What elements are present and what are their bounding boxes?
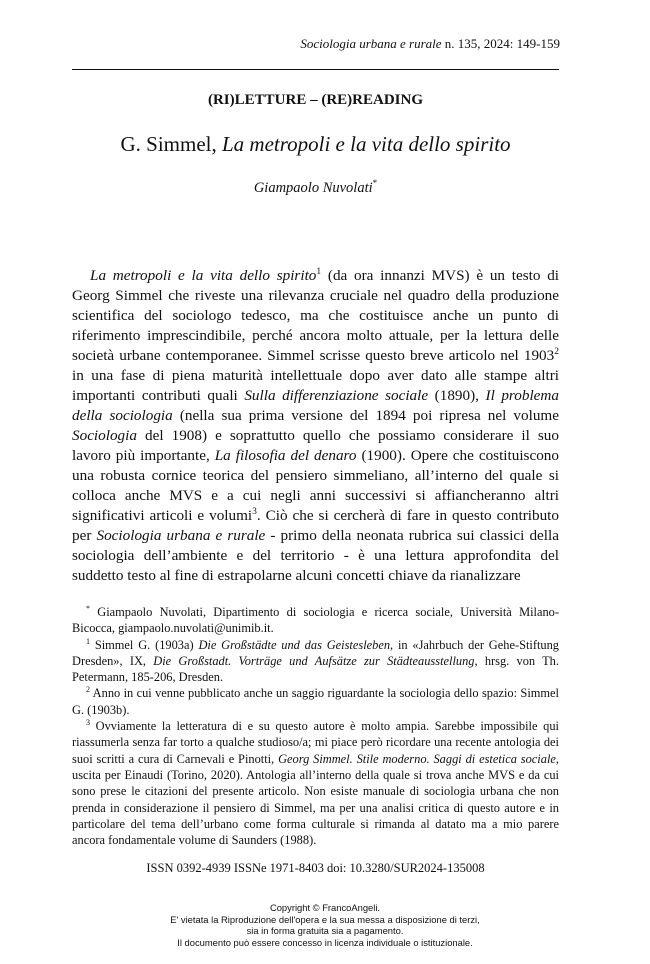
footnote-text: Simmel G. (1903a) [90,637,199,652]
running-head [300,36,560,52]
footnote-italic: Georg Simmel. Stile moderno. Saggi di estetica sociale [278,751,556,766]
body-text-segment: (1900). Opere che costituiscono una robusta cornice teorica del pensiero simmeliano, all’interno del quale si colloca anche MVS e a cui negli anni successivi si affiancheranno altri significativi articoli e volumi [72,447,559,524]
footnotes [72,604,559,848]
copyright-line: E' vietata la Riproduzione dell'opera e la sua messa a disposizione di terzi, [170,913,480,925]
author-footnote-mark: * [372,178,378,188]
footnote-mark: * [86,603,90,613]
body-italic-work: Sulla differenziazione sociale [244,387,429,404]
title-italic: La metropoli e la vita dello spirito [221,132,511,156]
issn-doi-line: ISSN 0392-4939 ISSNe 1971-8403 doi: 10.3280/SUR2024-135008 [146,861,485,875]
section-rubric: (RI)LETTURE – (RE)READING [207,92,424,108]
footnote-mark: 1 [86,636,90,646]
header-rule [72,69,559,70]
footnote-text: Anno in cui venne pubblicato anche un saggio riguardante la sociologia dello spazio: Simmel G. (1903b). [72,686,559,717]
footnote-author [72,604,559,637]
body-text-segment: (nella sua prima versione del 1894 poi ripresa nel volume [172,407,559,424]
body-text-segment: (da ora innanzi MVS) è un testo di Georg Simmel che riveste una rilevanza cruciale nel quadro della produzione scientifica del sociologo tedesco, ma che costituisce anche un punto di riferimento imprescindibile, perché ancora molto attuale, per la lettura delle società urbane contemporanee. Simmel scrisse questo breve articolo nel 1903 [72,267,560,364]
footnote-ref-1: 1 [316,266,322,277]
body-paragraph [72,266,559,586]
journal-name: Sociologia urbana e rurale [300,36,442,51]
body-italic-title: La metropoli e la vita dello spirito [90,267,317,284]
title-prefix: G. Simmel, [120,132,222,156]
footnote-italic: Die Großstadt. Vorträge und Aufsätze zur Städteausstellung [153,653,475,668]
body-italic-work: Il problema della sociologia [72,387,559,424]
body-italic-work: La filosofia del denaro [214,447,357,464]
body-text-segment: in una fase di piena maturità intellettuale dopo aver dato alle stampe altri importanti contributi quali [72,367,559,404]
author-line [72,178,559,197]
footnote-text: , hrsg. von Th. Petermann, 185-206, Dresden. [72,653,559,685]
footnote-text: , in «Jahrbuch der Gehe-Stiftung Dresden», IX, [72,637,560,668]
body-text-segment: del 1908) e soprattutto quello che possiamo considerare il suo lavoro più importante, [72,427,559,464]
footnote-1 [72,637,559,686]
body-text-segment: . Ciò che si cercherà di fare in questo contributo per [72,507,559,544]
footnote-ref-2: 2 [554,346,559,357]
footnote-ref-3: 3 [252,506,257,517]
footnote-mark: 2 [86,685,90,695]
copyright-notice [0,902,650,948]
issue-citation: n. 135, 2024: 149-159 [441,36,560,51]
body-text-segment: (1890), [428,387,486,404]
author-name: Giampaolo Nuvolati [253,179,373,196]
footnote-text: Giampaolo Nuvolati, Dipartimento di sociologia e ricerca sociale, Università Milano-Bicocca, giampaolo.nuvolati@unimib.it. [72,605,559,636]
footnote-3 [72,718,559,848]
footnote-text: , uscita per Einaudi (Torino, 2020). Antologia all’interno della quale si trova anche MVS e da cui sono prese le citazioni del presente articolo. Non esiste manuale di sociologia urbana che non prenda in considerazione il pensiero di Simmel, ma per una analisi critica di questo autore e in particolare del tema dell’urbano come forma culturale si rimanda al datato ma a mio parere ancora fondamentale volume di Saunders (1988). [72,751,559,848]
body-text-segment: - primo della neonata rubrica sui classici della sociologia dell’ambiente e del territorio - è una lettura approfondita del suddetto testo al fine di estrapolarne alcuni concetti chiave da rianalizzare [72,527,559,584]
footnote-mark: 3 [86,717,90,727]
footnote-2 [72,685,559,718]
footnote-text: Ovviamente la letteratura di e su questo autore è molto ampia. Sarebbe impossibile qui riassumerla senza far torto a qualche studioso/a; mi piace però ricordare una recente antologia dei suoi scritti a cura di Carnevali e Pinotti, [72,719,559,766]
footnote-italic: Die Großstädte und das Geistesleben [198,637,391,652]
article-title [72,132,559,157]
copyright-line: Il documento può essere concesso in licenza individuale o istituzionale. [177,936,473,948]
copyright-line: Copyright © FrancoAngeli. [269,902,381,913]
body-italic-journal: Sociologia urbana e rurale [96,527,266,544]
body-italic-work: Sociologia [72,427,137,444]
copyright-line: sia in forma gratuita sia a pagamento. [246,925,404,937]
